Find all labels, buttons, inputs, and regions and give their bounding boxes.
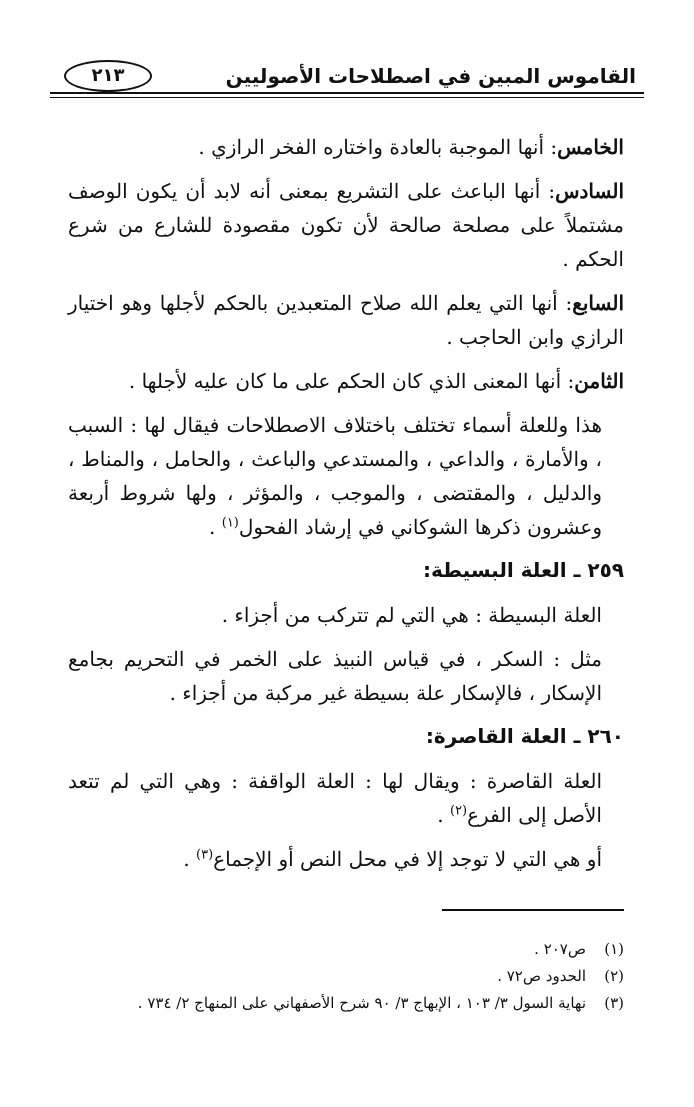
footnote-number: (١) — [604, 940, 624, 958]
header-rule-thin — [50, 97, 644, 98]
running-title: القاموس المبين في اصطلاحات الأصوليين — [225, 64, 636, 88]
definition-text: العلة القاصرة : ويقال لها : العلة الواقفة : وهي التي لم تتعد الأصل إلى الفرع — [68, 769, 602, 827]
page-header — [50, 56, 644, 98]
footnote-divider — [442, 909, 624, 911]
paragraph-text: هذا وللعلة أسماء تختلف باختلاف الاصطلاحات فيقال لها : السبب ، والأمارة ، والداعي ، والمستدعي والباعث ، والحامل ، والمناط ، والدليل ، والمقتضى ، والموجب ، والمؤثر ، ولها شروط أربعة وعشرون ذكرها الشوكاني في إرشاد الفحول — [68, 413, 602, 539]
footnotes — [64, 936, 624, 1017]
paragraph-text: : أنها الموجبة بالعادة واختاره الفخر الرازي . — [198, 135, 558, 159]
example-259: مثل : السكر ، في قياس النبيذ على الخمر في التحريم بجامع الإسكار ، فالإسكار علة بسيطة غير مركبة من أجزاء . — [68, 647, 602, 705]
paragraph-label: الخامس — [557, 135, 624, 159]
paragraph-khamis — [68, 130, 624, 164]
footnote-marker[interactable]: (٣) — [196, 847, 214, 863]
paragraph-text: : أنها التي يعلم الله صلاح المتعبدين بالحكم لأجلها وهو اختيار الرازي وابن الحاجب . — [68, 291, 624, 349]
alternative-260 — [68, 842, 624, 876]
paragraph-label: السادس — [555, 179, 624, 203]
page-number: ٢١٣ — [64, 60, 152, 92]
definition-260 — [68, 764, 624, 832]
definition-end: . — [437, 803, 450, 827]
paragraph-sadis — [68, 174, 624, 276]
paragraph-label: السابع — [572, 291, 624, 315]
footnote-3 — [64, 990, 624, 1017]
definition-259: العلة البسيطة : هي التي لم تتركب من أجزاء . — [221, 603, 602, 627]
paragraph-text: : أنها الباعث على التشريع بمعنى أنه لابد أن يكون الوصف مشتملاً على مصلحة صالحة لأن تكون مقصودة للشارع من شرع الحكم . — [68, 179, 624, 271]
footnote-number: (٣) — [604, 994, 624, 1012]
footnote-marker[interactable]: (١) — [221, 515, 239, 531]
footnote-text: ص٢٠٧ . — [534, 940, 586, 958]
paragraph-label: الثامن — [574, 369, 624, 393]
footnote-text: نهاية السول ٣/ ١٠٣ ، الإبهاج ٣/ ٩٠ شرح الأصفهاني على المنهاج ٢/ ٧٣٤ . — [137, 994, 586, 1012]
section-heading-259: ٢٥٩ ـ العلة البسيطة: — [423, 558, 624, 582]
header-rule — [50, 92, 644, 94]
footnote-2 — [64, 963, 624, 990]
section-heading-260: ٢٦٠ ـ العلة القاصرة: — [425, 724, 624, 748]
footnote-text: الحدود ص٧٢ . — [497, 967, 586, 985]
alternative-end: . — [183, 847, 197, 871]
alternative-text: أو هي التي لا توجد إلا في محل النص أو الإجماع — [213, 847, 602, 871]
paragraph-names — [68, 408, 624, 544]
footnote-1 — [64, 936, 624, 963]
paragraph-end: . — [209, 515, 222, 539]
paragraph-sabi — [68, 286, 624, 354]
footnote-number: (٢) — [604, 967, 624, 985]
footnote-marker[interactable]: (٢) — [449, 803, 468, 819]
paragraph-thamin — [68, 364, 624, 398]
page-body — [68, 130, 624, 886]
paragraph-text: : أنها المعنى الذي كان الحكم على ما كان عليه لأجلها . — [128, 369, 575, 393]
